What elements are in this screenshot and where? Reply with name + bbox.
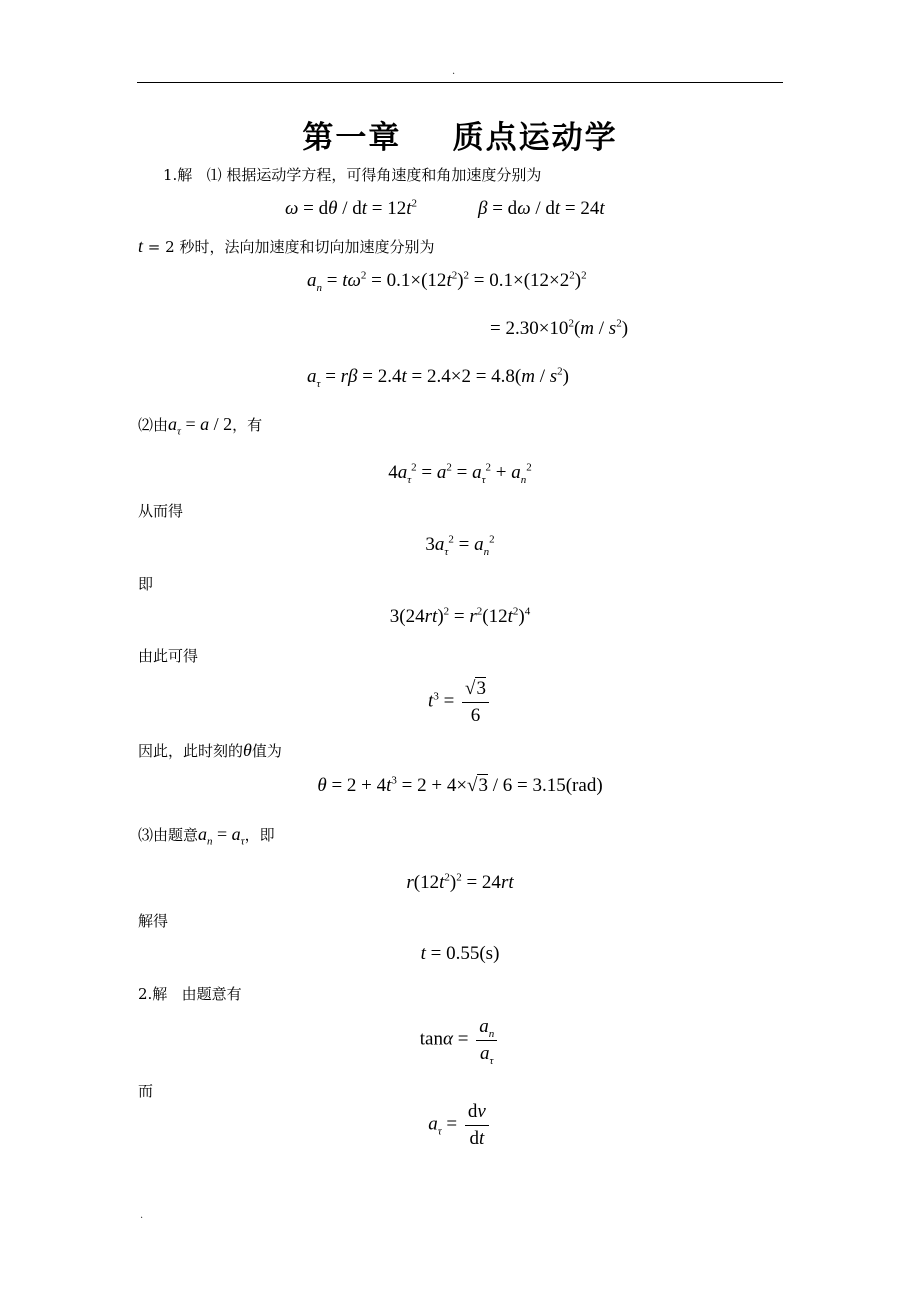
eq-expand: $3(24rt)^2 = r^2(12t^2)^4$ [389,605,531,627]
eq-t-result: t = 0.55(s) [420,943,500,964]
eq-omega: ω = dθ / dt = $12t^2$ [285,197,418,219]
eq-tan-alpha: tanα = $\frac{a_n}{a_\tau}$ [0,1016,920,1065]
eq-tangential-acceleration: $a_\tau = r\beta = 2.4t = 2.4\times 2 = 4.8(m / s^2)$ [307,365,569,390]
eq-theta: $\theta = 2 + 4t^3 = 2 + 4\times√3 / 6 = 3.15(rad)$ [317,774,603,796]
problem-1-intro [163,164,541,185]
eq-normal-acceleration-result: = $2.30\times 10^2(m / s^2)$ [490,317,629,339]
header-mark: . [452,66,456,77]
eq-t-cubed: $t^3$ = $\frac{√3}{6}$ [0,678,920,727]
eq-beta: β = dω / dt = 24t [478,198,605,219]
chapter-title: 第一章 质点运动学 [302,120,618,156]
eq-part3: $r(12t^2)^2 = 24rt$ [406,871,514,893]
eq-normal-acceleration: $a_n = t\omega^2 = 0.1\times(12t^2)^2 = 0.1\times(12\times 2^2)^2$ [307,269,587,294]
footer-mark: . [140,1210,144,1221]
eq-3at2: $3a_\tau^2 = a_n^2$ [425,533,495,558]
line-and: 而 [138,1082,154,1100]
problem-2-intro: 2.解 由题意有 [138,985,242,1003]
problem-1-text: 根据运动学方程，可得角速度和角加速度分别为 [226,166,542,184]
part-3-intro: ⑶由题意$a_n = a_\tau$，即 [138,824,275,848]
part-2-intro: ⑵由$a_\tau = a / 2$，有 [138,414,263,438]
line-thus: 从而得 [138,502,184,520]
line-solve: 解得 [138,912,169,930]
time-condition-line: t = 2 秒时，法向加速度和切向加速度分别为 [138,236,435,256]
part-1-marker: ⑴ [206,166,222,184]
problem-1-number: 1.解 [163,166,193,184]
problem-2-number: 2.解 [138,985,168,1003]
eq-a-tau-dv-dt: $a_\tau$ = $\frac{dv}{dt}$ [0,1101,920,1150]
header-rule [137,82,783,83]
eq-total-acceleration: $4a_\tau^2 = a^2 = a_\tau^2 + a_n^2$ [388,461,532,486]
line-hence: 由此可得 [138,647,199,665]
line-theta: 因此，此时刻的θ值为 [138,740,282,760]
line-namely: 即 [138,575,154,593]
